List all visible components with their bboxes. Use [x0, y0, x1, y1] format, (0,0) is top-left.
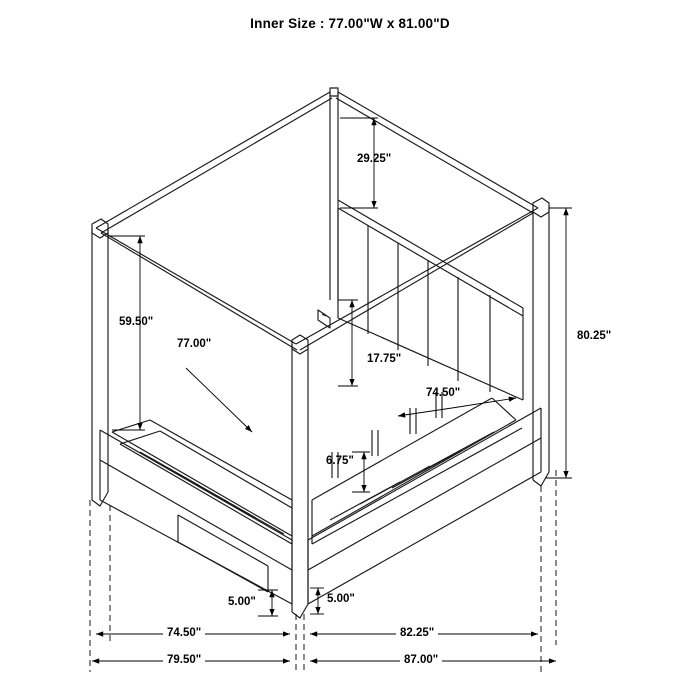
dimension-label-overall-height-right: 80.25" — [577, 330, 612, 342]
dimension-label-inner-width: 77.00" — [177, 338, 212, 350]
dimension-label-mattress-width: 74.50" — [426, 387, 461, 399]
dimension-label-slat-clearance: 6.75" — [326, 455, 354, 467]
dimension-label-leg-height-left: 5.00" — [228, 596, 256, 608]
dimension-label-canopy-clearance-left: 59.50" — [119, 316, 154, 328]
dimension-label-overall-depth-right: 87.00" — [400, 654, 442, 666]
bed-outline — [92, 88, 549, 618]
dimension-label-overall-width-left: 79.50" — [163, 654, 205, 666]
dimension-label-leg-height-right: 5.00" — [327, 593, 355, 605]
dimension-lines — [90, 118, 572, 672]
dimension-label-bottom-width-left: 74.50" — [163, 627, 205, 639]
page-title: Inner Size : 77.00"W x 81.00"D — [250, 16, 450, 31]
dimension-label-bottom-depth-right: 82.25" — [396, 627, 438, 639]
dimension-label-headboard-height: 17.75" — [367, 353, 402, 365]
dimension-label-canopy-post-top: 29.25" — [357, 153, 392, 165]
